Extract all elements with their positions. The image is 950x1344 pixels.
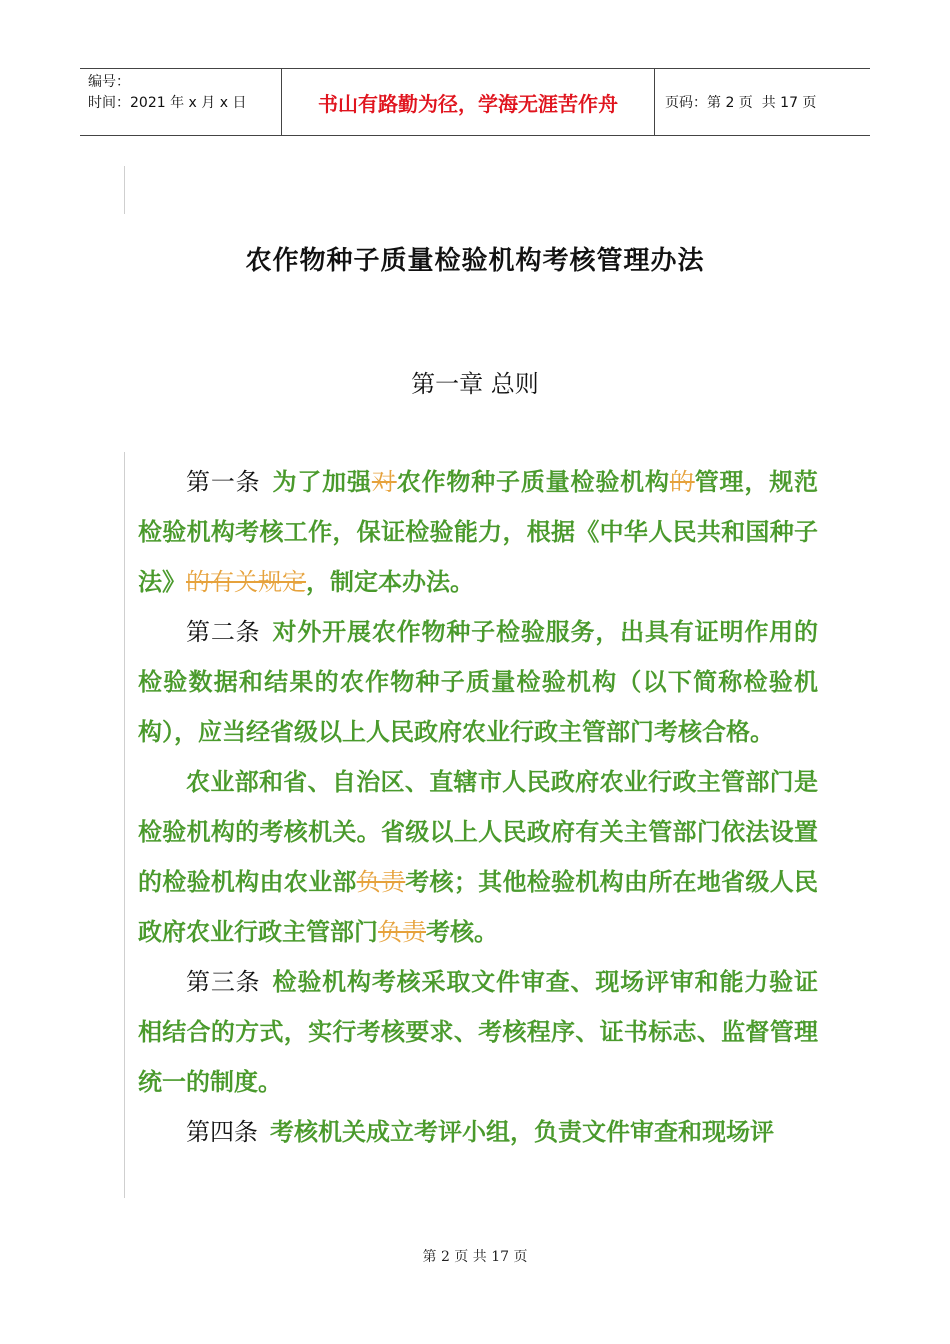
article-text: 检验机构考核采取文件审查、现场评审和能力验证相结合的方式，实行考核要求、考核程序、证书标志、监督管理统一的制度。	[138, 967, 818, 1096]
header-table	[80, 68, 870, 136]
change-bar	[124, 452, 125, 1198]
deleted-text: 的有关规定	[186, 568, 306, 596]
article-label: 第一条	[186, 468, 261, 496]
article-text: ，制定本办法。	[306, 567, 474, 596]
article-label: 第三条	[186, 968, 261, 996]
article-text: 考核；其他检验机构由所在地省级人民政府农业行政主管部门	[138, 867, 819, 946]
article-label: 第四条	[186, 1118, 258, 1146]
article-text: 考核机关成立考评小组，负责文件审查和现场评	[270, 1117, 774, 1146]
deleted-text: 负责	[378, 918, 426, 946]
number-label: 编号：	[88, 74, 130, 90]
article-paragraph	[138, 607, 818, 757]
article-text: 管理，规范检验机构考核工作，保证检验能力，根据《中华人民共和国种子法》	[138, 467, 819, 596]
article-text: 农业部和省、自治区、直辖市人民政府农业行政主管部门是检验机构的考核机关。省级以上人民政府有关主管部门依法设置的检验机构由农业部	[138, 767, 818, 896]
article-text: 农作物种子质量检验机构	[396, 467, 670, 496]
article-paragraph	[138, 1107, 818, 1157]
document-body	[138, 457, 818, 1157]
article-paragraph	[138, 957, 818, 1107]
article-text: 对外开展农作物种子检验服务，出具有证明作用的检验数据和结果的农作物种子质量检验机构（以下简称检验机构），应当经省级以上人民政府农业行政主管部门考核合格。	[138, 617, 818, 746]
header-page-info: 页码：第 2 页 共 17 页	[665, 95, 817, 111]
chapter-heading: 第一章 总则	[411, 370, 539, 398]
document-title: 农作物种子质量检验机构考核管理办法	[245, 246, 705, 276]
deleted-text: 对	[371, 468, 397, 496]
header-meta-cell	[80, 69, 282, 135]
article-text: 考核。	[426, 917, 498, 946]
article-paragraph	[138, 757, 818, 957]
deleted-text: 负责	[356, 868, 406, 896]
header-motto: 书山有路勤为径，学海无涯苦作舟	[282, 69, 655, 135]
deleted-text: 的	[669, 468, 695, 496]
article-label: 第二条	[186, 618, 261, 646]
article-paragraph	[138, 457, 818, 607]
time-label: 时间：2021 年 x 月 x 日	[88, 95, 247, 111]
header-page-info-cell	[655, 69, 870, 135]
margin-marker	[124, 166, 125, 214]
page-footer: 第 2 页 共 17 页	[422, 1249, 528, 1265]
article-text: 为了加强	[272, 467, 372, 496]
